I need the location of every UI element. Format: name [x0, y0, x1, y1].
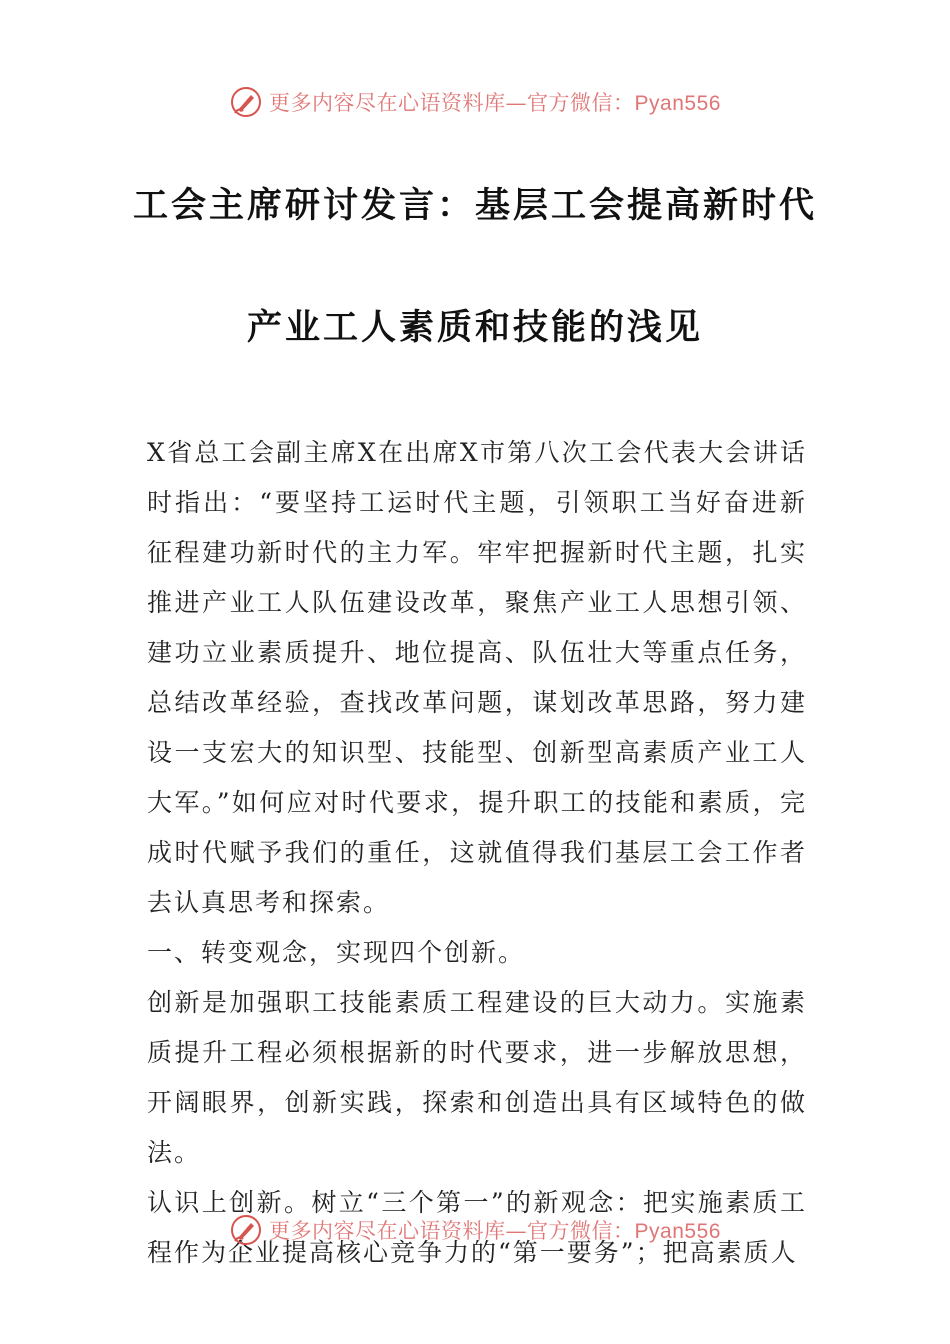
document-body — [147, 428, 807, 1278]
watermark-text: 更多内容尽在心语资料库—官方微信：Pyan556 — [269, 91, 721, 115]
body-paragraph: 创新是加强职工技能素质工程建设的巨大动力。实施素质提升工程必须根据新的时代要求，进一步解放思想，开阔眼界，创新实践，探索和创造出具有区域特色的做法。 — [147, 988, 807, 1167]
pen-logo-icon — [229, 1213, 263, 1247]
watermark-text: 更多内容尽在心语资料库—官方微信：Pyan556 — [269, 1219, 721, 1243]
body-paragraph: X省总工会副主席X在出席X市第八次工会代表大会讲话时指出：“要坚持工运时代主题，引领职工当好奋进新征程建功新时代的主力军。牢牢把握新时代主题，扎实推进产业工人队伍建设改革，聚焦产业工人思想引领、建功立业素质提升、地位提高、队伍壮大等重点任务，总结改革经验，查找改革问题，谋划改革思路，努力建设一支宏大的知识型、技能型、创新型高素质产业工人大军。”如何应对时代要求，提升职工的技能和素质，完成时代赋予我们的重任，这就值得我们基层工会工作者去认真思考和探索。 — [147, 438, 807, 917]
body-paragraph: 认识上创新。树立“三个第一”的新观念：把实施素质工程作为企业提高核心竞争力的“第一要务”；把高素质人 — [147, 1188, 807, 1267]
watermark-banner-bottom — [0, 1210, 950, 1250]
document-title-line-1: 工会主席研讨发言：基层工会提高新时代 — [132, 186, 817, 226]
document-title-line-2: 产业工人素质和技能的浅见 — [246, 308, 703, 348]
pen-logo-icon — [229, 85, 263, 119]
section-heading: 一、转变观念，实现四个创新。 — [147, 938, 526, 967]
watermark-banner-top — [0, 82, 950, 122]
